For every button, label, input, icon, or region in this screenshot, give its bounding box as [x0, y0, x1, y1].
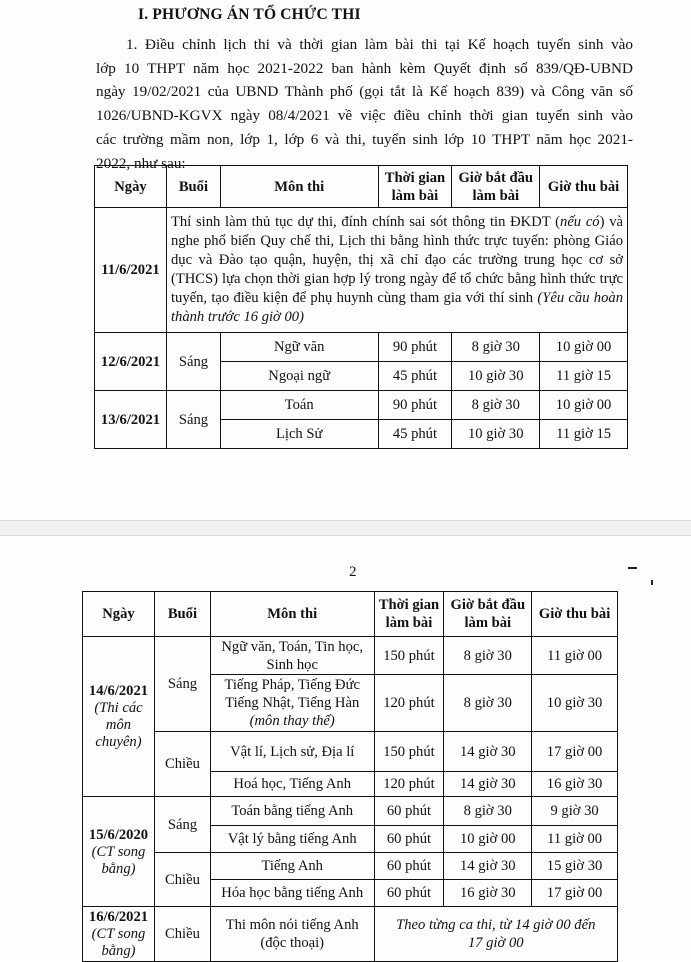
table-row	[83, 732, 618, 772]
duration-cell: 45 phút	[378, 420, 452, 449]
session-cell: Chiều	[154, 853, 210, 907]
paragraph-line: các trường mầm non, lớp 1, lớp 6 và thi, tuyển sinh lớp 10 THPT năm học 2021-	[96, 130, 633, 148]
table-row	[95, 333, 628, 362]
subject-cell: Tiếng Anh	[210, 853, 374, 880]
duration-cell: 60 phút	[374, 853, 444, 880]
page-break	[0, 520, 691, 536]
header-duration: Thời gian làm bài	[378, 166, 452, 208]
exam-schedule-table-1	[94, 165, 628, 449]
session-cell: Sáng	[166, 333, 220, 391]
start-cell: 8 giờ 30	[444, 637, 532, 675]
document-page-2	[0, 536, 691, 960]
start-cell: 8 giờ 30	[444, 675, 532, 732]
date-cell: 15/6/2020 (CT song bằng)	[83, 797, 155, 907]
subject-cell: Hóa học bằng tiếng Anh	[210, 880, 374, 907]
paragraph-line: 2022, như sau:	[96, 154, 186, 172]
end-cell: 11 giờ 00	[532, 826, 618, 853]
header-session: Buổi	[154, 592, 210, 637]
header-date: Ngày	[83, 592, 155, 637]
session-cell: Chiều	[154, 732, 210, 797]
subject-cell: Hoá học, Tiếng Anh	[210, 772, 374, 797]
end-cell: 11 giờ 15	[540, 420, 628, 449]
header-date: Ngày	[95, 166, 167, 208]
scan-mark	[628, 567, 637, 569]
schedule-cell: Theo từng ca thi, từ 14 giờ 00 đến 17 giờ 00	[374, 907, 617, 962]
end-cell: 11 giờ 15	[540, 362, 628, 391]
scan-mark	[651, 580, 653, 585]
header-subject: Môn thi	[220, 166, 378, 208]
start-cell: 8 giờ 30	[452, 333, 540, 362]
table-header-row	[95, 166, 628, 208]
header-start-time: Giờ bắt đầu làm bài	[452, 166, 540, 208]
subject-cell: Vật lý bằng tiếng Anh	[210, 826, 374, 853]
start-cell: 8 giờ 30	[444, 797, 532, 826]
table-row	[83, 637, 618, 675]
session-cell: Sáng	[154, 797, 210, 853]
duration-cell: 60 phút	[374, 826, 444, 853]
header-session: Buổi	[166, 166, 220, 208]
start-cell: 14 giờ 30	[444, 732, 532, 772]
paragraph-line: 1026/UBND-KGVX ngày 08/4/2021 về việc điều chỉnh thời gian tuyển sinh vào	[96, 107, 633, 125]
intro-paragraph	[96, 33, 633, 175]
date-cell: 14/6/2021 (Thi các môn chuyên)	[83, 637, 155, 797]
subject-cell: Tiếng Pháp, Tiếng Đức Tiếng Nhật, Tiếng Hàn (môn thay thế)	[210, 675, 374, 732]
table-row	[83, 853, 618, 880]
end-cell: 15 giờ 30	[532, 853, 618, 880]
session-cell: Sáng	[166, 391, 220, 449]
end-cell: 17 giờ 00	[532, 732, 618, 772]
header-subject: Môn thi	[210, 592, 374, 637]
duration-cell: 120 phút	[374, 675, 444, 732]
paragraph-line: ngày 19/02/2021 của UBND Thành phố (gọi tắt là Kế hoạch 839) và Công văn số	[96, 83, 633, 101]
subject-cell: Toán	[220, 391, 378, 420]
duration-cell: 90 phút	[378, 333, 452, 362]
date-cell: 12/6/2021	[95, 333, 167, 391]
table-row	[83, 797, 618, 826]
subject-cell: Vật lí, Lịch sử, Địa lí	[210, 732, 374, 772]
subject-cell: Ngữ văn, Toán, Tin học, Sinh học	[210, 637, 374, 675]
end-cell: 10 giờ 00	[540, 333, 628, 362]
duration-cell: 45 phút	[378, 362, 452, 391]
page-number: 2	[349, 564, 357, 580]
start-cell: 14 giờ 30	[444, 772, 532, 797]
header-duration: Thời gian làm bài	[374, 592, 444, 637]
date-cell: 11/6/2021	[95, 208, 167, 333]
subject-cell: Lịch Sử	[220, 420, 378, 449]
header-end-time: Giờ thu bài	[540, 166, 628, 208]
start-cell: 16 giờ 30	[444, 880, 532, 907]
table-row	[95, 208, 628, 333]
duration-cell: 60 phút	[374, 880, 444, 907]
paragraph-line: lớp 10 THPT năm học 2021-2022 ban hành kèm Quyết định số 839/QĐ-UBND	[96, 59, 633, 77]
table-header-row	[83, 592, 618, 637]
end-cell: 17 giờ 00	[532, 880, 618, 907]
paragraph-line: 1. Điều chỉnh lịch thi và thời gian làm bài thi tại Kế hoạch tuyển sinh vào	[126, 36, 633, 53]
duration-cell: 60 phút	[374, 797, 444, 826]
subject-cell: Thi môn nói tiếng Anh (độc thoại)	[210, 907, 374, 962]
table-row	[83, 907, 618, 962]
end-cell: 10 giờ 00	[540, 391, 628, 420]
subject-cell: Ngữ văn	[220, 333, 378, 362]
end-cell: 10 giờ 30	[532, 675, 618, 732]
section-heading: I. PHƯƠNG ÁN TỔ CHỨC THI	[138, 6, 361, 23]
subject-cell: Ngoại ngữ	[220, 362, 378, 391]
duration-cell: 150 phút	[374, 732, 444, 772]
duration-cell: 150 phút	[374, 637, 444, 675]
header-start-time: Giờ bắt đầu làm bài	[444, 592, 532, 637]
start-cell: 10 giờ 30	[452, 420, 540, 449]
start-cell: 10 giờ 30	[452, 362, 540, 391]
duration-cell: 120 phút	[374, 772, 444, 797]
table-row	[95, 391, 628, 420]
exam-schedule-table-2	[82, 591, 618, 962]
date-cell: 16/6/2021 (CT song bằng)	[83, 907, 155, 962]
registration-note-cell: Thí sinh làm thủ tục dự thi, đính chính sai sót thông tin ĐKDT (nếu có) và nghe phổ biến Quy chế thi, Lịch thi bằng hình thức trực tuyến: phòng Giáo dục và Đào tạo quận, huyện, thị xã chỉ đạo các trường trung học cơ sở (THCS) lựa chọn thời gian hợp lý trong ngày để tổ chức bằng hình thức trực tuyến, tạo điều kiện để phụ huynh cùng tham gia với thí sinh (Yêu cầu hoàn thành trước 16 giờ 00)	[166, 208, 627, 333]
date-cell: 13/6/2021	[95, 391, 167, 449]
end-cell: 16 giờ 30	[532, 772, 618, 797]
start-cell: 14 giờ 30	[444, 853, 532, 880]
end-cell: 9 giờ 30	[532, 797, 618, 826]
session-cell: Sáng	[154, 637, 210, 732]
end-cell: 11 giờ 00	[532, 637, 618, 675]
start-cell: 8 giờ 30	[452, 391, 540, 420]
subject-cell: Toán bằng tiếng Anh	[210, 797, 374, 826]
duration-cell: 90 phút	[378, 391, 452, 420]
header-end-time: Giờ thu bài	[532, 592, 618, 637]
session-cell: Chiều	[154, 907, 210, 962]
start-cell: 10 giờ 00	[444, 826, 532, 853]
